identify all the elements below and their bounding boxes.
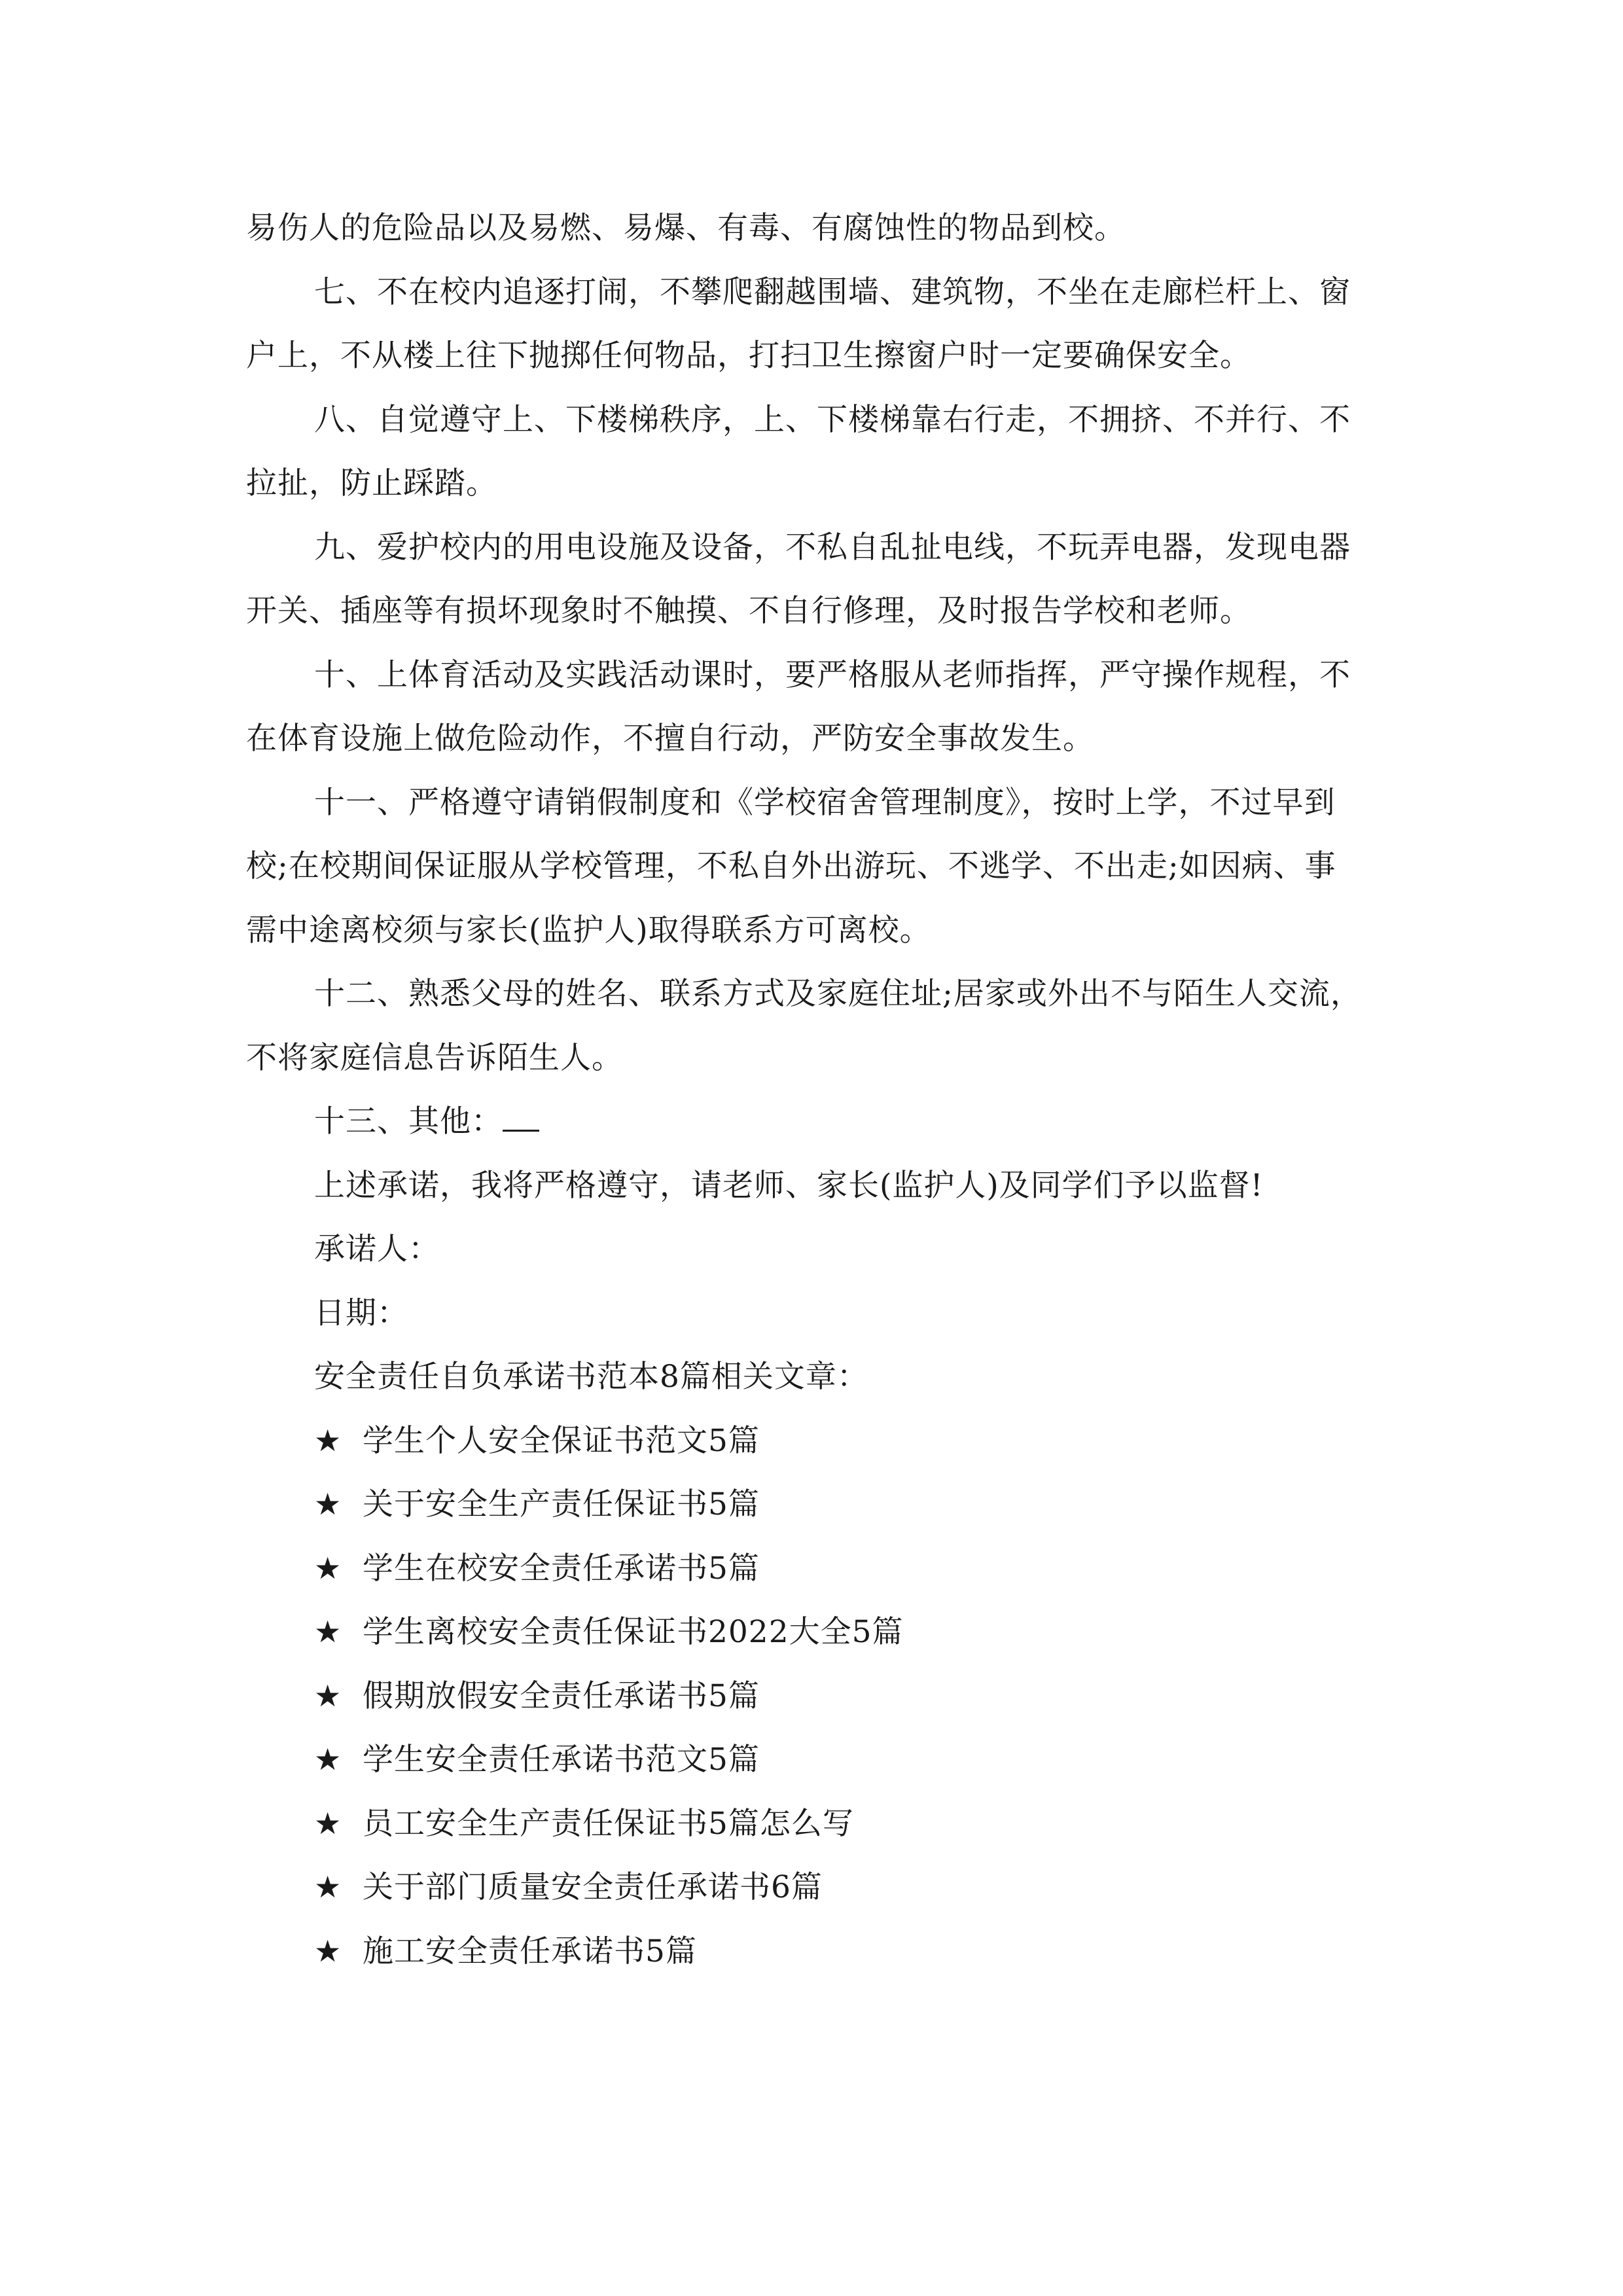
related-article-link[interactable]	[246, 1728, 1378, 1792]
paragraph-line: 十、上体育活动及实践活动课时，要严格服从老师指挥，严守操作规程，不	[314, 656, 1351, 693]
date-label: 日期：	[314, 1295, 408, 1331]
other-item-label: 十三、其他：	[314, 1103, 503, 1139]
related-article-link[interactable]	[246, 1537, 1378, 1601]
paragraph-line: 易伤人的危险品以及易燃、易爆、有毒、有腐蚀性的物品到校。	[246, 210, 1126, 246]
star-icon: ★	[314, 1422, 342, 1458]
paragraph-line: 十二、熟悉父母的姓名、联系方式及家庭住址;居家或外出不与陌生人交流，	[314, 976, 1362, 1012]
related-article-title: 学生在校安全责任承诺书5篇	[363, 1550, 760, 1587]
paragraph-line: 在体育设施上做危险动作，不擅自行动，严防安全事故发生。	[246, 721, 1094, 757]
related-article-link[interactable]	[246, 1409, 1378, 1473]
paragraph-line: 拉扯，防止踩踏。	[246, 465, 497, 501]
related-article-title: 假期放假安全责任承诺书5篇	[363, 1677, 760, 1714]
star-icon: ★	[314, 1550, 342, 1586]
related-article-link[interactable]	[246, 1856, 1378, 1920]
star-icon: ★	[314, 1869, 342, 1905]
related-article-link[interactable]	[246, 1792, 1378, 1856]
paragraph-line: 户上，不从楼上往下抛掷任何物品，打扫卫生擦窗户时一定要确保安全。	[246, 338, 1251, 374]
star-icon: ★	[314, 1742, 342, 1777]
related-article-link[interactable]	[246, 1920, 1378, 1984]
paragraph-line: 七、不在校内追逐打闹，不攀爬翻越围墙、建筑物，不坐在走廊栏杆上、窗	[314, 274, 1351, 310]
star-icon: ★	[314, 1933, 342, 1969]
related-article-title: 关于安全生产责任保证书5篇	[363, 1486, 760, 1522]
other-item-line	[246, 1090, 1378, 1154]
related-article-link[interactable]	[246, 1664, 1378, 1729]
pledger-label: 承诺人：	[314, 1231, 440, 1267]
related-article-title: 学生离校安全责任保证书2022大全5篇	[363, 1614, 904, 1650]
star-icon: ★	[314, 1486, 342, 1522]
related-article-title: 施工安全责任承诺书5篇	[363, 1933, 697, 1969]
star-icon: ★	[314, 1614, 342, 1649]
paragraph-line: 十一、严格遵守请销假制度和《学校宿舍管理制度》，按时上学，不过早到	[314, 784, 1336, 821]
star-icon: ★	[314, 1677, 342, 1713]
star-icon: ★	[314, 1805, 342, 1841]
paragraph-line: 需中途离校须与家长(监护人)取得联系方可离校。	[246, 912, 931, 948]
related-article-link[interactable]	[246, 1600, 1378, 1664]
paragraph-line: 开关、插座等有损坏现象时不触摸、不自行修理，及时报告学校和老师。	[246, 593, 1251, 629]
pledge-statement: 上述承诺，我将严格遵守，请老师、家长(监护人)及同学们予以监督!	[314, 1167, 1264, 1204]
related-article-title: 学生个人安全保证书范文5篇	[363, 1422, 760, 1459]
related-articles-heading: 安全责任自负承诺书范本8篇相关文章：	[314, 1359, 868, 1395]
document-body	[246, 196, 1378, 1983]
related-article-title: 关于部门质量安全责任承诺书6篇	[363, 1869, 823, 1905]
paragraph-line: 八、自觉遵守上、下楼梯秩序，上、下楼梯靠右行走，不拥挤、不并行、不	[314, 401, 1351, 438]
paragraph-line: 九、爱护校内的用电设施及设备，不私自乱扯电线，不玩弄电器，发现电器	[314, 529, 1351, 565]
paragraph-line: 校;在校期间保证服从学校管理，不私自外出游玩、不逃学、不出走;如因病、事	[246, 848, 1336, 884]
related-article-link[interactable]	[246, 1473, 1378, 1537]
related-article-title: 学生安全责任承诺书范文5篇	[363, 1742, 760, 1778]
related-article-title: 员工安全生产责任保证书5篇怎么写	[363, 1805, 854, 1842]
paragraph-line: 不将家庭信息告诉陌生人。	[246, 1039, 623, 1076]
blank-underline	[503, 1101, 539, 1132]
